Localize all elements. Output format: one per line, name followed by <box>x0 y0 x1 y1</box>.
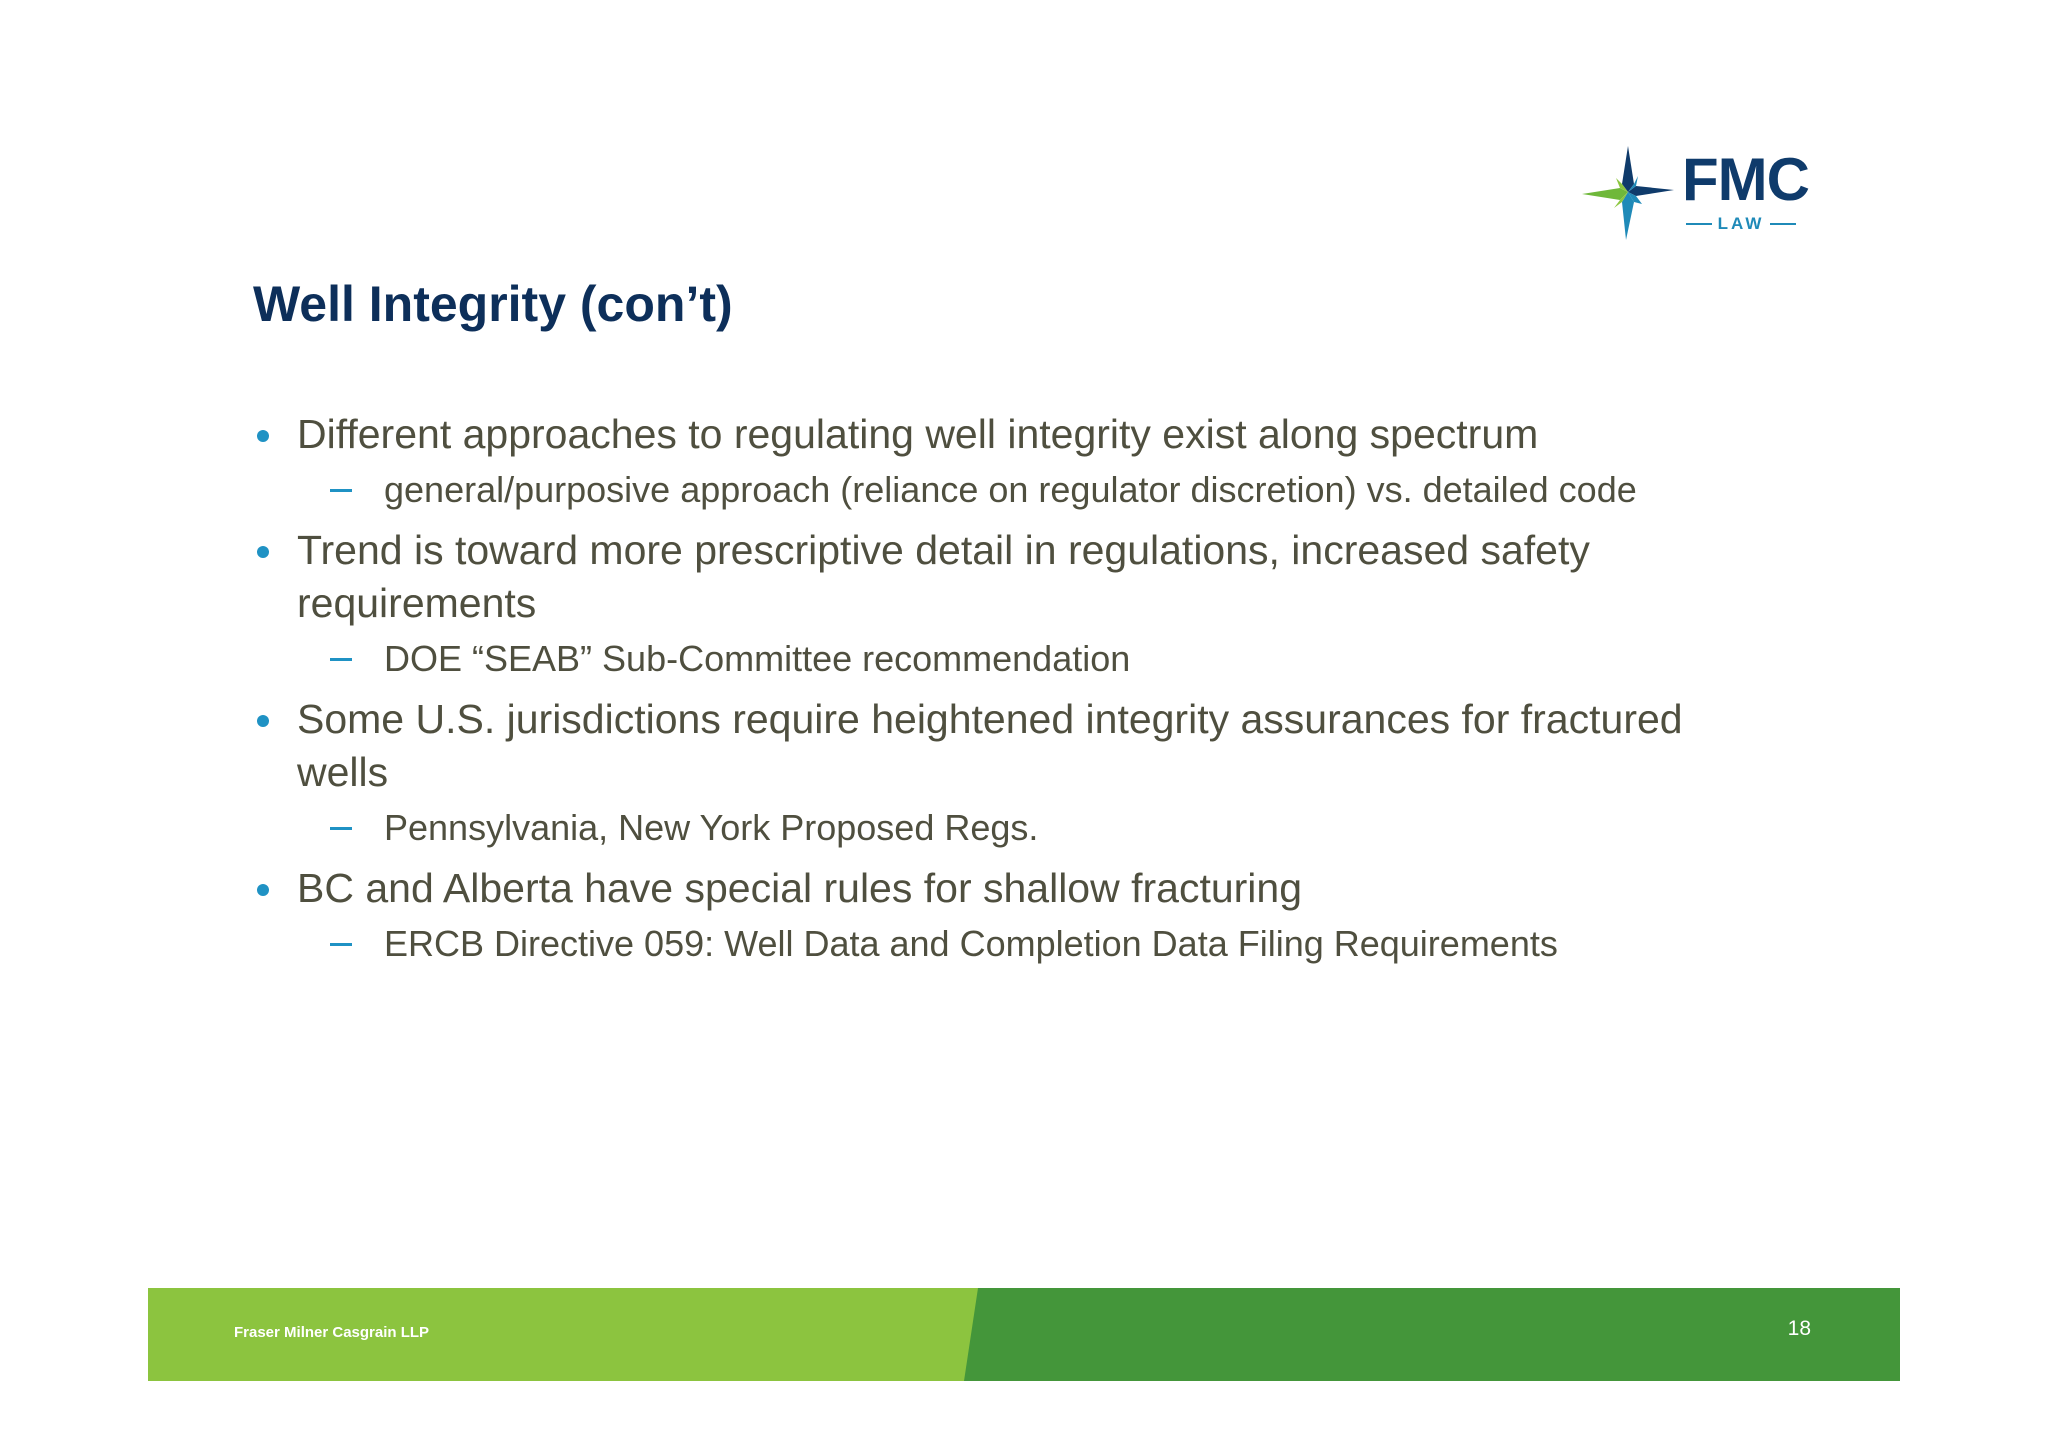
footer-firm-name: Fraser Milner Casgrain LLP <box>234 1324 430 1341</box>
bullet-item <box>253 693 1773 799</box>
logo-subtitle <box>1686 214 1796 234</box>
dash-icon <box>330 827 352 830</box>
dash-icon <box>330 658 352 661</box>
bullet-item <box>253 408 1773 461</box>
bullet-list <box>253 408 1773 978</box>
sub-bullet-text: general/purposive approach (reliance on regulator discretion) vs. detailed code <box>384 469 1637 510</box>
logo-rule-right <box>1770 223 1796 225</box>
logo-rule-left <box>1686 223 1712 225</box>
sub-bullet-text: DOE “SEAB” Sub-Committee recommendation <box>384 638 1131 679</box>
bullet-text: Some U.S. jurisdictions require heightened integrity assurances for fractured wells <box>297 696 1683 795</box>
slide-title: Well Integrity (con’t) <box>253 276 733 332</box>
fmc-law-logo <box>1578 144 1818 244</box>
sub-bullet-item <box>253 920 1773 967</box>
bullet-item <box>253 862 1773 915</box>
sub-bullet-text: ERCB Directive 059: Well Data and Completion Data Filing Requirements <box>384 923 1558 964</box>
bullet-dot-icon <box>257 546 269 558</box>
sub-bullet-item <box>253 635 1773 682</box>
bullet-item <box>253 524 1773 630</box>
bullet-dot-icon <box>257 715 269 727</box>
bullet-text: BC and Alberta have special rules for shallow fracturing <box>297 865 1303 911</box>
bullet-text: Trend is toward more prescriptive detail in regulations, increased safety requirements <box>297 527 1590 626</box>
sub-bullet-item <box>253 804 1773 851</box>
sub-bullet-text: Pennsylvania, New York Proposed Regs. <box>384 807 1039 848</box>
dash-icon <box>330 489 352 492</box>
bullet-dot-icon <box>257 884 269 896</box>
footer-bar <box>148 1288 1900 1381</box>
logo-wordmark: FMC <box>1682 146 1809 213</box>
compass-star-icon <box>1578 144 1678 244</box>
bullet-dot-icon <box>257 430 269 442</box>
dash-icon <box>330 943 352 946</box>
sub-bullet-item <box>253 466 1773 513</box>
page-number: 18 <box>1787 1317 1811 1340</box>
logo-sub-word: LAW <box>1717 214 1765 233</box>
bullet-text: Different approaches to regulating well integrity exist along spectrum <box>297 411 1539 457</box>
